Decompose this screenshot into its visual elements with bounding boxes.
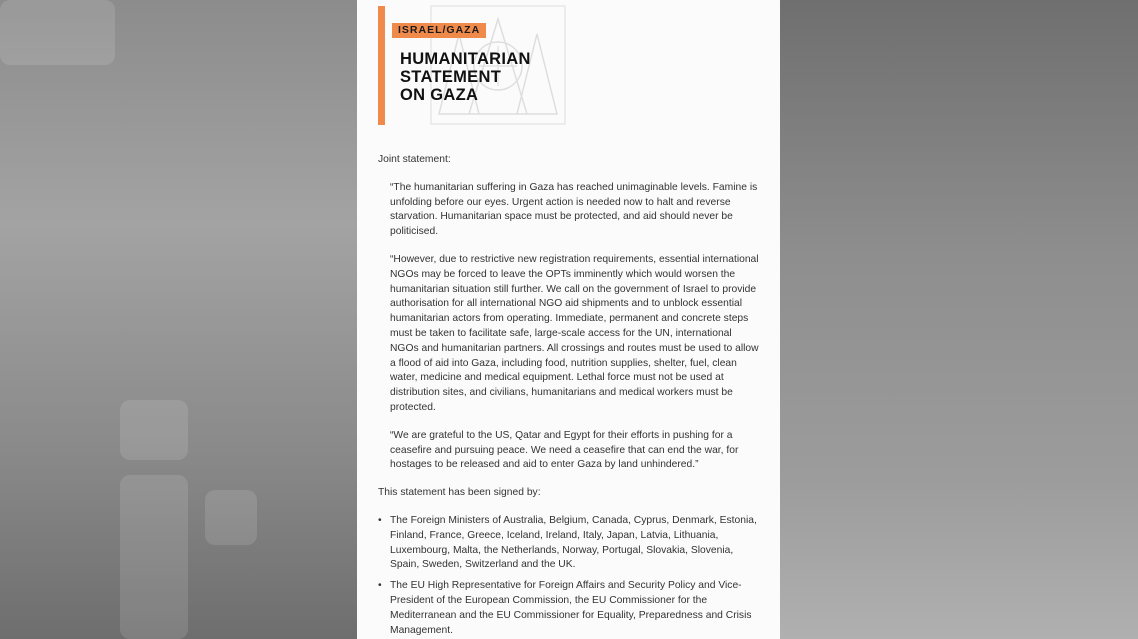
title-line: STATEMENT bbox=[400, 68, 502, 86]
accent-bar bbox=[378, 6, 385, 125]
statement-document bbox=[357, 0, 780, 639]
signatories-list bbox=[378, 514, 763, 638]
background-blur-shape bbox=[120, 400, 188, 460]
page-title bbox=[400, 50, 600, 104]
category-tag: ISRAEL/GAZA bbox=[392, 23, 486, 38]
list-item bbox=[378, 514, 763, 573]
blurred-background-right bbox=[780, 0, 1138, 639]
bullet-icon: • bbox=[378, 514, 382, 526]
quote-paragraph: “We are grateful to the US, Qatar and Egypt for their efforts in pushing for a ceasefire and pursuing peace. We need a ceasefire that can end the war, for hostages to be released and aid to enter Gaza by land unhindered.” bbox=[390, 429, 739, 471]
title-line: HUMANITARIAN bbox=[400, 50, 531, 68]
title-line: ON GAZA bbox=[400, 86, 479, 104]
statement-body bbox=[378, 153, 763, 639]
quote-paragraph: “The humanitarian suffering in Gaza has reached unimaginable levels. Famine is unfolding before our eyes. Urgent action is needed now to halt and reverse starvation. Humanitarian space must be protected, and aid should never be politicised. bbox=[390, 181, 758, 238]
background-blur-shape bbox=[120, 475, 188, 639]
signatories-intro: This statement has been signed by: bbox=[378, 487, 541, 499]
bullet-icon: • bbox=[378, 580, 382, 592]
list-item bbox=[378, 579, 763, 638]
list-item-text: The Foreign Ministers of Australia, Belgium, Canada, Cyprus, Denmark, Estonia, Finland, France, Greece, Iceland, Ireland, Italy, Japan, Latvia, Lithuania, Luxembourg, Malta, the Netherlands, Norway, Portugal, Slovakia, Slovenia, Spain, Sweden, Switzerland and the UK. bbox=[390, 514, 757, 571]
background-blur-shape bbox=[205, 490, 257, 545]
list-item-text: The EU High Representative for Foreign Affairs and Security Policy and Vice-President of the European Commission, the EU Commissioner for the Mediterranean and the EU Commissioner for Equality, Preparedness and Crisis Management. bbox=[390, 580, 752, 636]
background-blur-shape bbox=[0, 0, 115, 65]
quote-paragraph: “However, due to restrictive new registration requirements, essential international NGOs may be forced to leave the OPTs imminently which would worsen the humanitarian situation still further. We call on the government of Israel to provide authorisation for all international NGO aid shipments and to unblock essential humanitarian actors from operating. Immediate, permanent and concrete steps must be taken to facilitate safe, large-scale access for the UN, international NGOs and humanitarian partners. All crossings and routes must be used to allow a flood of aid into Gaza, including food, nutrition supplies, shelter, fuel, clean water, medicine and medical equipment. Lethal force must not be used at distribution sites, and civilians, humanitarians and medical workers must be protected. bbox=[390, 253, 759, 413]
lead-line: Joint statement: bbox=[378, 154, 451, 165]
